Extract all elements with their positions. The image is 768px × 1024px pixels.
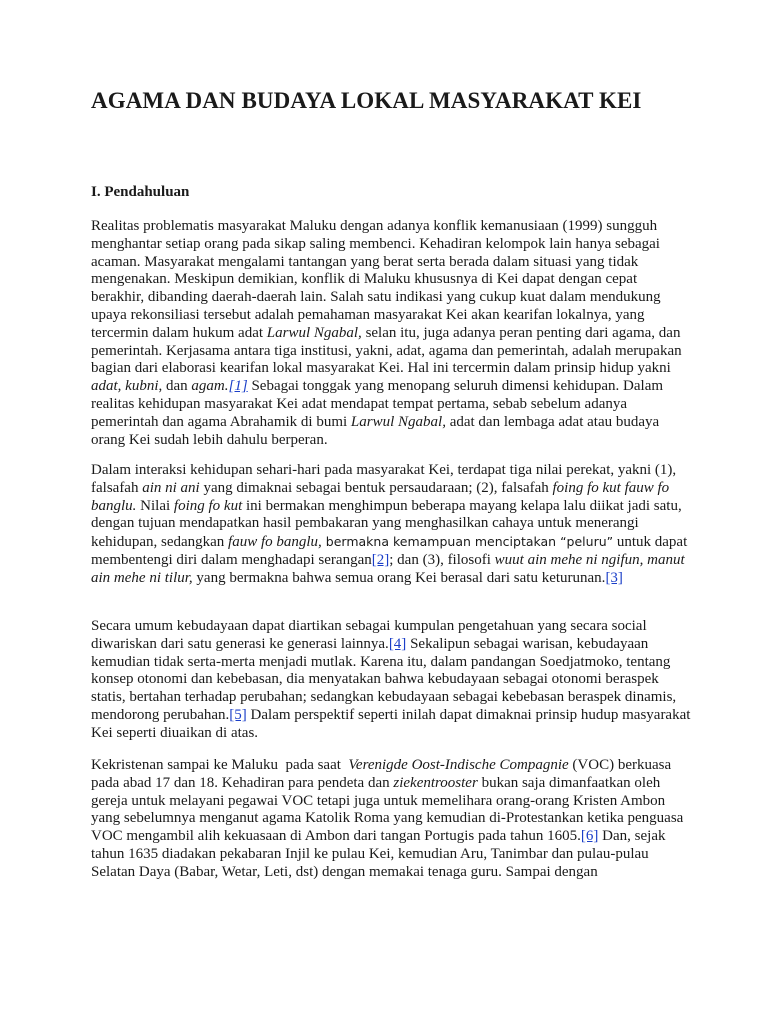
text-run: (VOC) berkuasa pada abad 17 dan 18. Kehadiran para pendeta dan: [91, 757, 672, 791]
footnote-link-1[interactable]: [1]: [228, 378, 248, 395]
text-run: Realitas problematis masyarakat Maluku dengan adanya konflik kemanusiaan (1999) sungguh menghantar setiap orang pada sikap saling membenci. Kehadiran kelompok lain hanya sebagai acaman. Masyarakat mengalami tantangan yang berat serta berada dalam situasi yang tidak mengenakan. Meskipun demikian, konflik di Maluku khususnya di Kei dapat dengan cepat berakhir, dibanding daerah-daerah lain. Salah satu indikasi yang cukup kuat dalam mendukung upaya rekonsiliasi tersebut adalah pemahaman masyarakat Kei akan kearifan lokalnya, yang tercermin dalam hukum adat: [91, 218, 661, 341]
text-run: Secara umum kebudayaan dapat diartikan sebagai kumpulan pengetahuan yang secara social diwariskan dari satu generasi ke generasi lainnya.: [91, 618, 647, 652]
text-run: Dalam perspektif seperti inilah dapat dimaknai prinsip hudup masyarakat Kei seperti diuaikan di atas.: [91, 706, 691, 741]
text-run: ; dan (3), filosofi: [389, 551, 495, 568]
text-run: adat dan lembaga adat atau budaya orang Kei sudah lebih dahulu berperan.: [91, 413, 660, 448]
text-run: untuk dapat membentengi diri dalam menghadapi serangan: [91, 534, 688, 568]
text-run: , dan: [158, 378, 192, 395]
text-run: Dan, sejak tahun 1635 diadakan pekabaran Injil ke pulau Kei, kemudian Aru, Tanimbar dan pulau-pulau Selatan Daya (Babar, Wetar, Leti, dst) dengan memakai tenaga guru. Sampai dengan: [91, 828, 666, 880]
text-run: yang bermakna bahwa semua orang Kei berasal dari satu keturunan.: [192, 569, 606, 586]
paragraph-3: [91, 618, 691, 743]
italic-term: foing fo kut: [173, 497, 243, 514]
footnote-link-3[interactable]: [3]: [605, 569, 623, 586]
italic-term: Verenigde Oost-Indische Compagnie: [348, 757, 569, 773]
footnote-link-5[interactable]: [5]: [229, 706, 247, 723]
text-run: Sekalipun sebagai warisan, kebudayaan kemudian tidak serta-merta menjadi mutlak. Karena itu, dalam pandangan Soedjatmoko, tentang konsep otonomi dan kebebasan, dia menyatakan bahwa kebudayaan sebagai otonomi beraspek statis, bertahan terhadap perubahan; sedangkan kebudayaan sebagai kebebasan beraspek dinamis, mendorong perubahan.: [91, 635, 677, 723]
footnote-link-6[interactable]: [6]: [580, 828, 599, 845]
italic-term: ain ni ani: [142, 479, 200, 496]
paragraph-1: [91, 218, 691, 449]
text-run: Nilai: [136, 497, 174, 514]
section-heading: I. Pendahuluan: [91, 184, 190, 200]
text-run: yang dimaknai sebagai bentuk persaudaraan; (2), falsafah: [199, 479, 553, 496]
text-run: ini bermakan menghimpun beberapa mayang kelapa lalu diikat jadi satu, dengan tujuan mendapatkan hasil pembakaran yang menghasilkan cahaya untuk menerangi kehidupan, sedangkan: [91, 497, 682, 551]
footnote-link-4[interactable]: [4]: [388, 635, 407, 652]
italic-term: Larwul Ngabal,: [350, 413, 446, 430]
italic-term: adat, kubni: [91, 378, 159, 395]
italic-term: wuut ain mehe ni ngifun, manut ain mehe ni tilur,: [91, 551, 685, 586]
italic-term: Larwul Ngabal,: [266, 324, 362, 341]
text-run: selan itu, juga adanya peran penting dari agama, dan pemerintah. Kerjasama antara tiga institusi, yakni, adat, agama dan pemerintah, adalah merupakan bagian dari elaborasi kearifan lokal masyarakat Kei. Hal ini tercermin dalam prinsip hidup yakni: [91, 324, 682, 377]
paragraph-2: [91, 462, 691, 588]
italic-term: agam.: [191, 378, 229, 395]
text-run: Dalam interaksi kehidupan sehari-hari pada masyarakat Kei, terdapat tiga nilai perekat, yakni (1), falsafah: [91, 462, 677, 496]
text-run: Kekristenan sampai ke Maluku pada saat: [91, 757, 349, 773]
footnote-link-2[interactable]: [2]: [371, 551, 390, 568]
italic-term: ziekentrooster: [393, 774, 478, 791]
text-run-sans: bermakna kemampuan menciptakan “peluru”: [321, 534, 614, 550]
text-run: Sebagai tonggak yang menopang seluruh dimensi kehidupan. Dalam realitas kehidupan masyarakat Kei adat mendapat tempat pertama, sebab sebelum adanya pemerintah dan agama Abrahamik di bumi: [91, 378, 664, 430]
paragraph-4: [91, 757, 691, 882]
italic-term: foing fo kut fauw fo banglu.: [91, 479, 670, 514]
text-run: bukan saja dimanfaatkan oleh gereja untuk melayani pegawai VOC tetapi juga untuk memelihara orang-orang Kristen Ambon yang sebelumnya menganut agama Katolik Roma yang kemudian di-Protestankan ketika penguasa VOC mengambil alih kekuasaan di Ambon dari tangan Portugis pada tahun 1605.: [91, 774, 684, 845]
italic-term: fauw fo banglu,: [228, 534, 322, 551]
document-title: AGAMA DAN BUDAYA LOKAL MASYARAKAT KEI: [91, 88, 642, 113]
